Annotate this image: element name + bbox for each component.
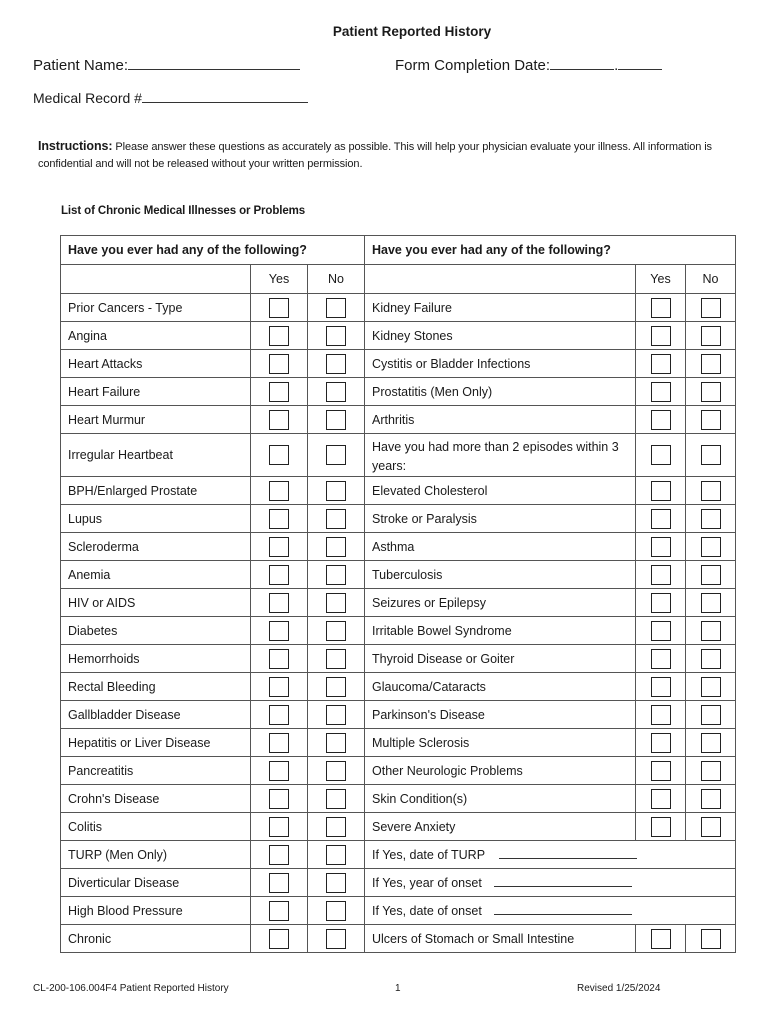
left-no-checkbox[interactable]	[326, 649, 346, 669]
right-yes-checkbox[interactable]	[651, 733, 671, 753]
left-yes-cell	[251, 645, 308, 673]
illness-label-left: HIV or AIDS	[61, 589, 251, 617]
left-yes-checkbox[interactable]	[269, 621, 289, 641]
left-yes-checkbox[interactable]	[269, 873, 289, 893]
left-yes-cell	[251, 350, 308, 378]
left-no-cell	[308, 406, 365, 434]
right-no-checkbox[interactable]	[701, 382, 721, 402]
left-no-cell	[308, 785, 365, 813]
illness-label-right: Other Neurologic Problems	[365, 757, 636, 785]
left-yes-cell	[251, 505, 308, 533]
table-row	[61, 841, 736, 869]
illness-label-right: Elevated Cholesterol	[365, 477, 636, 505]
right-no-cell	[686, 533, 736, 561]
table-row	[61, 505, 736, 533]
patient-name-line[interactable]	[128, 69, 300, 70]
right-no-checkbox[interactable]	[701, 705, 721, 725]
left-blank-header	[61, 265, 251, 294]
table-row	[61, 645, 736, 673]
right-yes-checkbox[interactable]	[651, 354, 671, 374]
right-yes-checkbox[interactable]	[651, 481, 671, 501]
instructions-text: Please answer these questions as accurately as possible. This will help your physician evaluate your illness. All information is confidential and will not be released without your written permission.	[38, 141, 712, 170]
footer-page-number: 1	[395, 983, 401, 994]
table-row	[61, 785, 736, 813]
right-yes-checkbox[interactable]	[651, 445, 671, 465]
right-no-cell	[686, 925, 736, 953]
right-yes-cell	[636, 925, 686, 953]
left-no-checkbox[interactable]	[326, 593, 346, 613]
right-yes-checkbox[interactable]	[651, 593, 671, 613]
left-yes-cell	[251, 617, 308, 645]
followup-label: If Yes, date of onset	[372, 903, 482, 918]
left-yes-checkbox[interactable]	[269, 565, 289, 585]
left-no-cell	[308, 729, 365, 757]
instructions	[38, 138, 728, 173]
illness-label-left: Irregular Heartbeat	[61, 434, 251, 477]
left-no-cell	[308, 434, 365, 477]
left-no-checkbox[interactable]	[326, 565, 346, 585]
left-yes-cell	[251, 434, 308, 477]
medical-record-field[interactable]	[33, 90, 308, 106]
right-no-checkbox[interactable]	[701, 677, 721, 697]
left-no-cell	[308, 589, 365, 617]
right-no-checkbox[interactable]	[701, 733, 721, 753]
left-no-checkbox[interactable]	[326, 705, 346, 725]
right-no-checkbox[interactable]	[701, 929, 721, 949]
left-yes-checkbox[interactable]	[269, 481, 289, 501]
form-date-line-2[interactable]	[618, 69, 662, 70]
table-row	[61, 701, 736, 729]
left-yes-checkbox[interactable]	[269, 326, 289, 346]
left-yes-cell	[251, 533, 308, 561]
left-yes-checkbox[interactable]	[269, 509, 289, 529]
right-yes-cell	[636, 406, 686, 434]
table-row	[61, 561, 736, 589]
left-no-checkbox[interactable]	[326, 901, 346, 921]
right-no-checkbox[interactable]	[701, 354, 721, 374]
right-blank-header	[365, 265, 636, 294]
left-no-checkbox[interactable]	[326, 354, 346, 374]
right-no-cell	[686, 294, 736, 322]
illness-label-right: Cystitis or Bladder Infections	[365, 350, 636, 378]
illness-label-right: Irritable Bowel Syndrome	[365, 617, 636, 645]
section-title: List of Chronic Medical Illnesses or Problems	[61, 205, 306, 217]
right-no-cell	[686, 322, 736, 350]
right-no-cell	[686, 561, 736, 589]
left-yes-cell	[251, 378, 308, 406]
followup-cell	[365, 869, 736, 897]
left-no-checkbox[interactable]	[326, 621, 346, 641]
right-no-cell	[686, 757, 736, 785]
illness-label-right: Skin Condition(s)	[365, 785, 636, 813]
right-no-checkbox[interactable]	[701, 481, 721, 501]
right-no-header: No	[686, 265, 736, 294]
instructions-heading: Instructions:	[38, 139, 113, 153]
left-yes-checkbox[interactable]	[269, 593, 289, 613]
right-yes-cell	[636, 701, 686, 729]
right-yes-cell	[636, 757, 686, 785]
left-yes-cell	[251, 729, 308, 757]
illness-label-left: Heart Attacks	[61, 350, 251, 378]
left-no-checkbox[interactable]	[326, 410, 346, 430]
footer-revised: Revised 1/25/2024	[577, 983, 661, 994]
illness-label-left: Hepatitis or Liver Disease	[61, 729, 251, 757]
illness-label-right: Asthma	[365, 533, 636, 561]
right-no-cell	[686, 673, 736, 701]
right-yes-cell	[636, 617, 686, 645]
right-yes-checkbox[interactable]	[651, 410, 671, 430]
left-no-checkbox[interactable]	[326, 929, 346, 949]
right-yes-checkbox[interactable]	[651, 621, 671, 641]
right-yes-cell	[636, 477, 686, 505]
left-yes-cell	[251, 925, 308, 953]
illness-table	[60, 235, 736, 953]
illness-label-left: Diverticular Disease	[61, 869, 251, 897]
left-no-cell	[308, 505, 365, 533]
form-date-line-1[interactable]	[550, 69, 614, 70]
right-yes-checkbox[interactable]	[651, 761, 671, 781]
right-yes-header: Yes	[636, 265, 686, 294]
illness-label-left: Angina	[61, 322, 251, 350]
followup-answer-line[interactable]	[494, 914, 632, 915]
left-no-cell	[308, 701, 365, 729]
left-no-checkbox[interactable]	[326, 677, 346, 697]
right-no-cell	[686, 378, 736, 406]
table-row	[61, 434, 736, 477]
left-no-cell	[308, 533, 365, 561]
left-yes-cell	[251, 897, 308, 925]
table-row	[61, 378, 736, 406]
left-no-checkbox[interactable]	[326, 382, 346, 402]
left-no-checkbox[interactable]	[326, 326, 346, 346]
table-row	[61, 589, 736, 617]
illness-label-right: Tuberculosis	[365, 561, 636, 589]
illness-label-right: Kidney Stones	[365, 322, 636, 350]
table-row	[61, 294, 736, 322]
left-no-cell	[308, 561, 365, 589]
left-no-checkbox[interactable]	[326, 789, 346, 809]
illness-label-right: Severe Anxiety	[365, 813, 636, 841]
left-yes-checkbox[interactable]	[269, 817, 289, 837]
form-date-label: Form Completion Date:	[395, 57, 551, 74]
table-row	[61, 406, 736, 434]
right-yes-cell	[636, 561, 686, 589]
right-no-cell	[686, 589, 736, 617]
illness-label-left: Hemorrhoids	[61, 645, 251, 673]
illness-label-left: Lupus	[61, 505, 251, 533]
illness-label-right	[365, 434, 636, 477]
left-no-cell	[308, 869, 365, 897]
illness-label-left: Crohn's Disease	[61, 785, 251, 813]
table-row	[61, 533, 736, 561]
illness-label-left: Rectal Bleeding	[61, 673, 251, 701]
illness-label-left: Heart Failure	[61, 378, 251, 406]
page-title: Patient Reported History	[332, 24, 492, 39]
table-row	[61, 617, 736, 645]
table-row	[61, 322, 736, 350]
left-yes-checkbox[interactable]	[269, 789, 289, 809]
left-yes-checkbox[interactable]	[269, 705, 289, 725]
left-yes-cell	[251, 561, 308, 589]
right-yes-cell	[636, 322, 686, 350]
illness-label-left: Prior Cancers - Type	[61, 294, 251, 322]
right-yes-cell	[636, 350, 686, 378]
left-no-cell	[308, 841, 365, 869]
left-yes-cell	[251, 813, 308, 841]
left-yes-cell	[251, 785, 308, 813]
right-no-checkbox[interactable]	[701, 649, 721, 669]
left-no-cell	[308, 757, 365, 785]
footer-form-id: CL-200-106.004F4 Patient Reported History	[33, 983, 229, 994]
illness-label-left: Anemia	[61, 561, 251, 589]
left-no-cell	[308, 925, 365, 953]
right-no-checkbox[interactable]	[701, 537, 721, 557]
left-yes-checkbox[interactable]	[269, 445, 289, 465]
illness-label-left: Diabetes	[61, 617, 251, 645]
right-yes-cell	[636, 673, 686, 701]
right-yes-checkbox[interactable]	[651, 649, 671, 669]
illness-label-right: Kidney Failure	[365, 294, 636, 322]
illness-label-left: Pancreatitis	[61, 757, 251, 785]
form-date-field[interactable]	[395, 57, 662, 74]
right-no-checkbox[interactable]	[701, 789, 721, 809]
left-yes-checkbox[interactable]	[269, 733, 289, 753]
right-no-cell	[686, 477, 736, 505]
right-column-header: Have you ever had any of the following?	[365, 236, 736, 265]
table-row	[61, 897, 736, 925]
yes-no-header-row	[61, 265, 736, 294]
left-no-cell	[308, 645, 365, 673]
illness-label-right: Thyroid Disease or Goiter	[365, 645, 636, 673]
right-yes-checkbox[interactable]	[651, 817, 671, 837]
left-yes-checkbox[interactable]	[269, 677, 289, 697]
left-no-checkbox[interactable]	[326, 298, 346, 318]
table-row	[61, 925, 736, 953]
left-yes-checkbox[interactable]	[269, 382, 289, 402]
illness-label-left: Colitis	[61, 813, 251, 841]
right-yes-cell	[636, 378, 686, 406]
right-no-cell	[686, 701, 736, 729]
left-no-checkbox[interactable]	[326, 481, 346, 501]
medical-record-line[interactable]	[142, 102, 308, 103]
left-yes-checkbox[interactable]	[269, 354, 289, 374]
left-no-cell	[308, 673, 365, 701]
illness-label-right: Ulcers of Stomach or Small Intestine	[365, 925, 636, 953]
followup-label: If Yes, year of onset	[372, 875, 482, 890]
left-no-cell	[308, 378, 365, 406]
left-no-cell	[308, 350, 365, 378]
left-yes-checkbox[interactable]	[269, 298, 289, 318]
illness-label-right-text: Have you had more than 2 episodes within 3 years:	[372, 439, 619, 473]
left-no-header: No	[308, 265, 365, 294]
illness-label-left: BPH/Enlarged Prostate	[61, 477, 251, 505]
right-yes-checkbox[interactable]	[651, 929, 671, 949]
right-yes-cell	[636, 813, 686, 841]
patient-name-label: Patient Name:	[33, 57, 129, 74]
right-yes-cell	[636, 294, 686, 322]
illness-label-left: Gallbladder Disease	[61, 701, 251, 729]
left-yes-cell	[251, 589, 308, 617]
left-yes-checkbox[interactable]	[269, 929, 289, 949]
right-no-checkbox[interactable]	[701, 298, 721, 318]
left-yes-checkbox[interactable]	[269, 901, 289, 921]
table-row	[61, 757, 736, 785]
right-no-cell	[686, 729, 736, 757]
right-yes-cell	[636, 434, 686, 477]
right-yes-checkbox[interactable]	[651, 509, 671, 529]
medical-record-label: Medical Record #	[33, 90, 142, 106]
left-yes-checkbox[interactable]	[269, 761, 289, 781]
left-yes-cell	[251, 477, 308, 505]
left-no-cell	[308, 477, 365, 505]
right-yes-checkbox[interactable]	[651, 382, 671, 402]
right-yes-cell	[636, 505, 686, 533]
left-yes-cell	[251, 294, 308, 322]
right-yes-cell	[636, 785, 686, 813]
left-no-checkbox[interactable]	[326, 761, 346, 781]
right-no-cell	[686, 505, 736, 533]
right-yes-cell	[636, 533, 686, 561]
right-no-cell	[686, 350, 736, 378]
left-no-cell	[308, 617, 365, 645]
right-yes-cell	[636, 645, 686, 673]
left-yes-checkbox[interactable]	[269, 845, 289, 865]
table-header-row	[61, 236, 736, 265]
right-yes-cell	[636, 729, 686, 757]
right-yes-cell	[636, 589, 686, 617]
illness-label-left: TURP (Men Only)	[61, 841, 251, 869]
right-no-cell	[686, 785, 736, 813]
followup-answer-line[interactable]	[494, 886, 632, 887]
right-yes-checkbox[interactable]	[651, 677, 671, 697]
right-yes-checkbox[interactable]	[651, 705, 671, 725]
left-no-checkbox[interactable]	[326, 509, 346, 529]
right-no-checkbox[interactable]	[701, 445, 721, 465]
left-yes-cell	[251, 869, 308, 897]
right-no-cell	[686, 617, 736, 645]
left-no-checkbox[interactable]	[326, 733, 346, 753]
left-yes-checkbox[interactable]	[269, 537, 289, 557]
left-yes-cell	[251, 841, 308, 869]
right-yes-checkbox[interactable]	[651, 537, 671, 557]
left-no-checkbox[interactable]	[326, 445, 346, 465]
illness-label-right: Multiple Sclerosis	[365, 729, 636, 757]
left-no-checkbox[interactable]	[326, 817, 346, 837]
right-no-cell	[686, 645, 736, 673]
right-yes-checkbox[interactable]	[651, 326, 671, 346]
left-yes-checkbox[interactable]	[269, 649, 289, 669]
left-yes-cell	[251, 757, 308, 785]
right-no-checkbox[interactable]	[701, 410, 721, 430]
followup-cell	[365, 841, 736, 869]
illness-label-left: Scleroderma	[61, 533, 251, 561]
left-yes-cell	[251, 322, 308, 350]
left-no-cell	[308, 897, 365, 925]
left-column-header: Have you ever had any of the following?	[61, 236, 365, 265]
left-no-cell	[308, 322, 365, 350]
illness-label-right: Arthritis	[365, 406, 636, 434]
right-yes-checkbox[interactable]	[651, 565, 671, 585]
left-yes-cell	[251, 406, 308, 434]
right-no-checkbox[interactable]	[701, 326, 721, 346]
patient-name-field[interactable]	[33, 57, 300, 74]
table-row	[61, 350, 736, 378]
right-no-checkbox[interactable]	[701, 593, 721, 613]
right-no-cell	[686, 813, 736, 841]
left-yes-checkbox[interactable]	[269, 410, 289, 430]
right-no-checkbox[interactable]	[701, 565, 721, 585]
followup-cell	[365, 897, 736, 925]
form-date-separator: .	[614, 57, 619, 74]
illness-label-left: Heart Murmur	[61, 406, 251, 434]
illness-label-right: Seizures or Epilepsy	[365, 589, 636, 617]
left-no-checkbox[interactable]	[326, 845, 346, 865]
table-row	[61, 729, 736, 757]
illness-label-right: Prostatitis (Men Only)	[365, 378, 636, 406]
right-no-checkbox[interactable]	[701, 621, 721, 641]
followup-label: If Yes, date of TURP	[372, 847, 486, 862]
left-yes-cell	[251, 701, 308, 729]
illness-label-right: Stroke or Paralysis	[365, 505, 636, 533]
table-row	[61, 477, 736, 505]
right-no-cell	[686, 406, 736, 434]
left-yes-cell	[251, 673, 308, 701]
table-row	[61, 673, 736, 701]
illness-label-left: Chronic	[61, 925, 251, 953]
table-row	[61, 869, 736, 897]
right-yes-checkbox[interactable]	[651, 789, 671, 809]
right-no-checkbox[interactable]	[701, 817, 721, 837]
illness-label-left: High Blood Pressure	[61, 897, 251, 925]
left-yes-header: Yes	[251, 265, 308, 294]
right-no-cell	[686, 434, 736, 477]
right-no-checkbox[interactable]	[701, 509, 721, 529]
followup-answer-line[interactable]	[499, 858, 637, 859]
illness-label-right: Glaucoma/Cataracts	[365, 673, 636, 701]
right-yes-checkbox[interactable]	[651, 298, 671, 318]
left-no-cell	[308, 813, 365, 841]
left-no-checkbox[interactable]	[326, 873, 346, 893]
right-no-checkbox[interactable]	[701, 761, 721, 781]
table-row	[61, 813, 736, 841]
left-no-checkbox[interactable]	[326, 537, 346, 557]
illness-label-right: Parkinson's Disease	[365, 701, 636, 729]
left-no-cell	[308, 294, 365, 322]
